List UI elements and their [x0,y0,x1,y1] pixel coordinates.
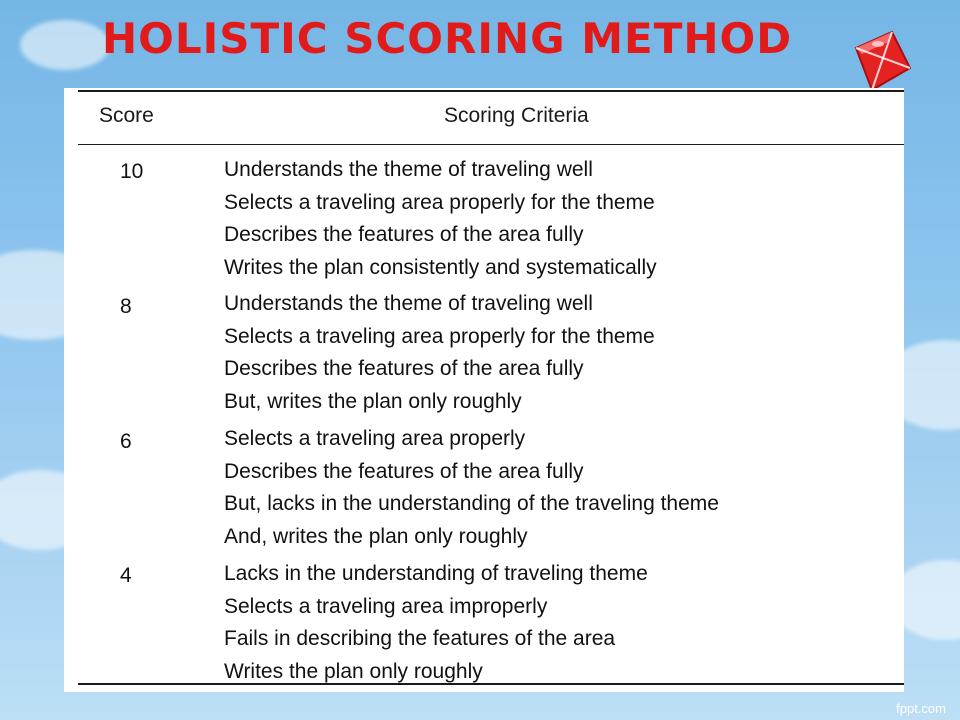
criterion: Understands the theme of traveling well [224,292,593,315]
criterion: Lacks in the understanding of traveling theme [224,562,648,585]
criterion: Selects a traveling area properly [224,427,526,450]
criteria-column-header: Scoring Criteria [444,104,589,127]
criterion: Selects a traveling area properly for the theme [224,190,655,214]
score-column-header: Score [99,104,154,127]
criterion: Describes the features of the area fully [224,223,584,246]
criterion: Writes the plan only roughly [224,659,483,683]
criterion: Describes the features of the area fully [224,459,584,483]
slide-title: HOLISTIC SCORING METHOD [102,14,793,63]
criterion: But, lacks in the understanding of the traveling theme [224,492,719,515]
background-cloud [20,20,110,70]
table-top-rule [78,90,904,92]
criteria-list [224,288,655,418]
criterion: But, writes the plan only roughly [224,389,522,413]
score-value: 8 [120,295,132,318]
criterion: Selects a traveling area properly for the theme [224,324,655,348]
score-value: 4 [120,564,132,587]
score-value: 10 [120,160,144,183]
score-value: 6 [120,430,132,453]
watermark: fppt.com [896,701,946,716]
criteria-list [224,423,719,553]
criteria-list [224,154,657,284]
red-gem-icon [848,28,916,96]
criterion: Understands the theme of traveling well [224,158,593,181]
criterion: Selects a traveling area improperly [224,594,548,618]
criterion: And, writes the plan only roughly [224,524,528,548]
scoring-table [64,88,904,692]
table-bottom-rule [78,683,904,685]
criteria-list [224,558,648,688]
criterion: Fails in describing the features of the area [224,627,616,650]
criterion: Writes the plan consistently and systematically [224,255,657,279]
criterion: Describes the features of the area fully [224,357,584,380]
table-header-rule [78,144,904,145]
